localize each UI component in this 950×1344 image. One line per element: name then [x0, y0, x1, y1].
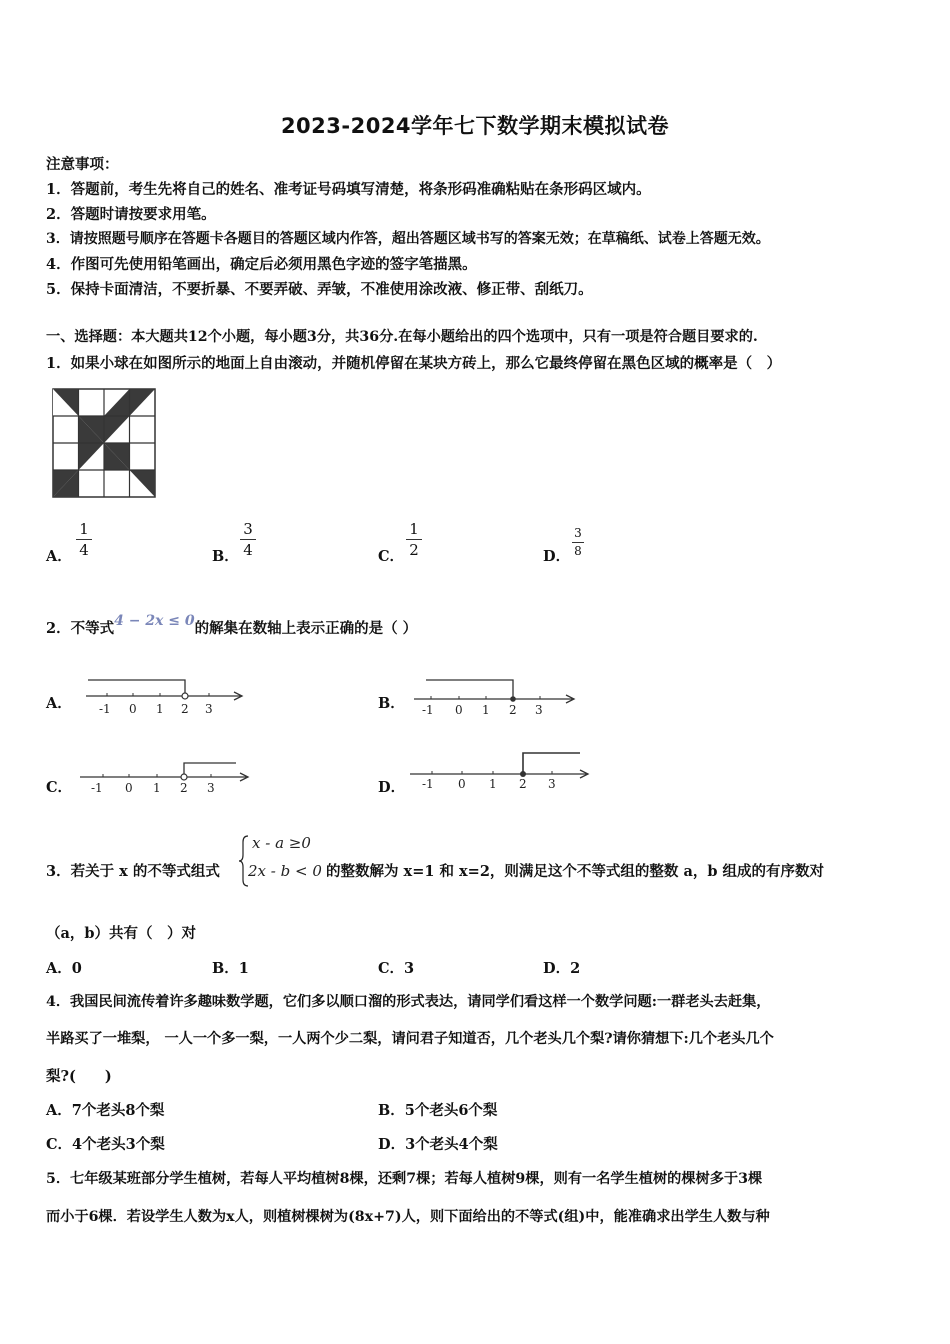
tick-label: 2 — [519, 777, 527, 791]
option-c-label: C． — [378, 548, 405, 565]
inequality-expression: 4 − 2x ≤ 0 — [114, 613, 195, 629]
system-line-2: 2x - b < 0 — [248, 862, 322, 880]
page-title: 2023-2024学年七下数学期末模拟试卷 — [280, 114, 670, 138]
tick-label: 1 — [482, 703, 490, 717]
option-c: C．4个老头3个梨 — [46, 1136, 165, 1153]
fraction-numerator: 1 — [409, 520, 419, 538]
option-a-label: A． — [46, 548, 72, 565]
option-d: D．2 — [543, 960, 581, 977]
fraction-numerator: 3 — [574, 526, 582, 540]
tick-label: -1 — [99, 702, 111, 716]
tick-label: 1 — [153, 781, 161, 795]
option-b: B．5个老头6个梨 — [378, 1102, 498, 1119]
tick-label: 0 — [125, 781, 133, 795]
question-4-line-1: 4．我国民间流传着许多趣味数学题，它们多以顺口溜的形式表达，请同学们看这样一个数学问题:一群老头去赶集， — [46, 994, 771, 1010]
fraction-denominator: 4 — [243, 541, 253, 559]
tick-label: 3 — [548, 777, 556, 791]
note-item: 5．保持卡面清洁，不要折暴、不要弄破、弄皱，不准使用涂改液、修正带、刮纸刀。 — [46, 281, 593, 298]
tick-label: 0 — [129, 702, 137, 716]
option-c-fraction — [406, 520, 422, 559]
question-5-line-2: 而小于6棵．若设学生人数为x人，则植树棵树为(8x+7)人，则下面给出的不等式(组)中，能准确求出学生人数与种 — [46, 1209, 770, 1225]
tick-label: 0 — [458, 777, 466, 791]
question-3-line-b: （a，b）共有（ ）对 — [46, 925, 197, 942]
fraction-numerator: 1 — [79, 520, 89, 538]
fraction-denominator: 4 — [79, 541, 89, 559]
note-item: 3．请按照题号顺序在答题卡各题目的答题区域内作答，超出答题区域书写的答案无效；在草稿纸、试卷上答题无效。 — [46, 231, 770, 247]
question-1-text: 1．如果小球在如图所示的地面上自由滚动，并随机停留在某块方砖上，那么它最终停留在黑色区域的概率是（ ） — [46, 355, 782, 372]
tick-label: 3 — [535, 703, 543, 717]
option-d-label: D． — [543, 548, 571, 565]
question-2-text — [46, 613, 418, 638]
number-line-a — [84, 674, 249, 718]
tick-label: 2 — [181, 702, 189, 716]
note-item: 4．作图可先使用铅笔画出，确定后必须用黑色字迹的签字笔描黑。 — [46, 256, 477, 273]
question-4-line-3: 梨?( ) — [46, 1068, 112, 1085]
option-b-label: B． — [378, 695, 405, 712]
tick-label: -1 — [422, 703, 434, 717]
tick-label: 1 — [156, 702, 164, 716]
number-line-d — [408, 748, 594, 794]
option-a-label: A． — [46, 695, 72, 712]
tick-label: 3 — [205, 702, 213, 716]
option-a: A．0 — [46, 960, 82, 977]
option-b-fraction — [240, 520, 256, 559]
option-a: A．7个老头8个梨 — [46, 1102, 165, 1119]
tick-label: 0 — [455, 703, 463, 717]
section-heading: 一、选择题：本大题共12个小题，每小题3分，共36分.在每小题给出的四个选项中，只有一项是符合题目要求的. — [46, 329, 758, 345]
note-item: 1．答题前，考生先将自己的姓名、准考证号码填写清楚，将条形码准确粘贴在条形码区域内。 — [46, 181, 651, 198]
tile-floor-figure — [52, 388, 156, 498]
option-b: B．1 — [212, 960, 249, 977]
fraction-denominator: 2 — [409, 541, 419, 559]
fraction-denominator: 8 — [574, 544, 582, 558]
question-3-prefix: 3．若关于 x 的不等式组式 — [46, 863, 220, 880]
question-4-line-2: 半路买了一堆梨， 一人一个多一梨，一人两个少二梨，请问君子知道否，几个老头几个梨?请你猜想下:几个老头几个 — [46, 1031, 774, 1047]
option-a-fraction — [76, 520, 92, 559]
system-line-1: x - a ≥0 — [252, 834, 311, 852]
option-c: C．3 — [378, 960, 415, 977]
option-c-label: C． — [46, 779, 73, 796]
tick-label: -1 — [422, 777, 434, 791]
tick-label: 2 — [509, 703, 517, 717]
tick-label: 2 — [180, 781, 188, 795]
note-item: 2．答题时请按要求用笔。 — [46, 206, 216, 223]
number-line-b — [412, 674, 580, 718]
notes-heading: 注意事项： — [46, 156, 119, 173]
tick-label: 3 — [207, 781, 215, 795]
tick-label: 1 — [489, 777, 497, 791]
option-d-fraction — [572, 526, 584, 559]
number-line-c — [78, 758, 253, 798]
option-d: D．3个老头4个梨 — [378, 1136, 498, 1153]
tick-label: -1 — [91, 781, 103, 795]
question-3-suffix: 的整数解为 x=1 和 x=2，则满足这个不等式组的整数 a，b 组成的有序数对 — [326, 863, 825, 880]
option-b-label: B． — [212, 548, 239, 565]
fraction-numerator: 3 — [243, 520, 253, 538]
option-d-label: D． — [378, 779, 406, 796]
question-2-prefix: 2．不等式 — [46, 620, 115, 637]
question-5-line-1: 5．七年级某班部分学生植树，若每人平均植树8棵，还剩7棵；若每人植树9棵，则有一名学生植树的棵树多于3棵 — [46, 1171, 763, 1187]
question-2-suffix: 的解集在数轴上表示正确的是（ ） — [194, 620, 418, 637]
